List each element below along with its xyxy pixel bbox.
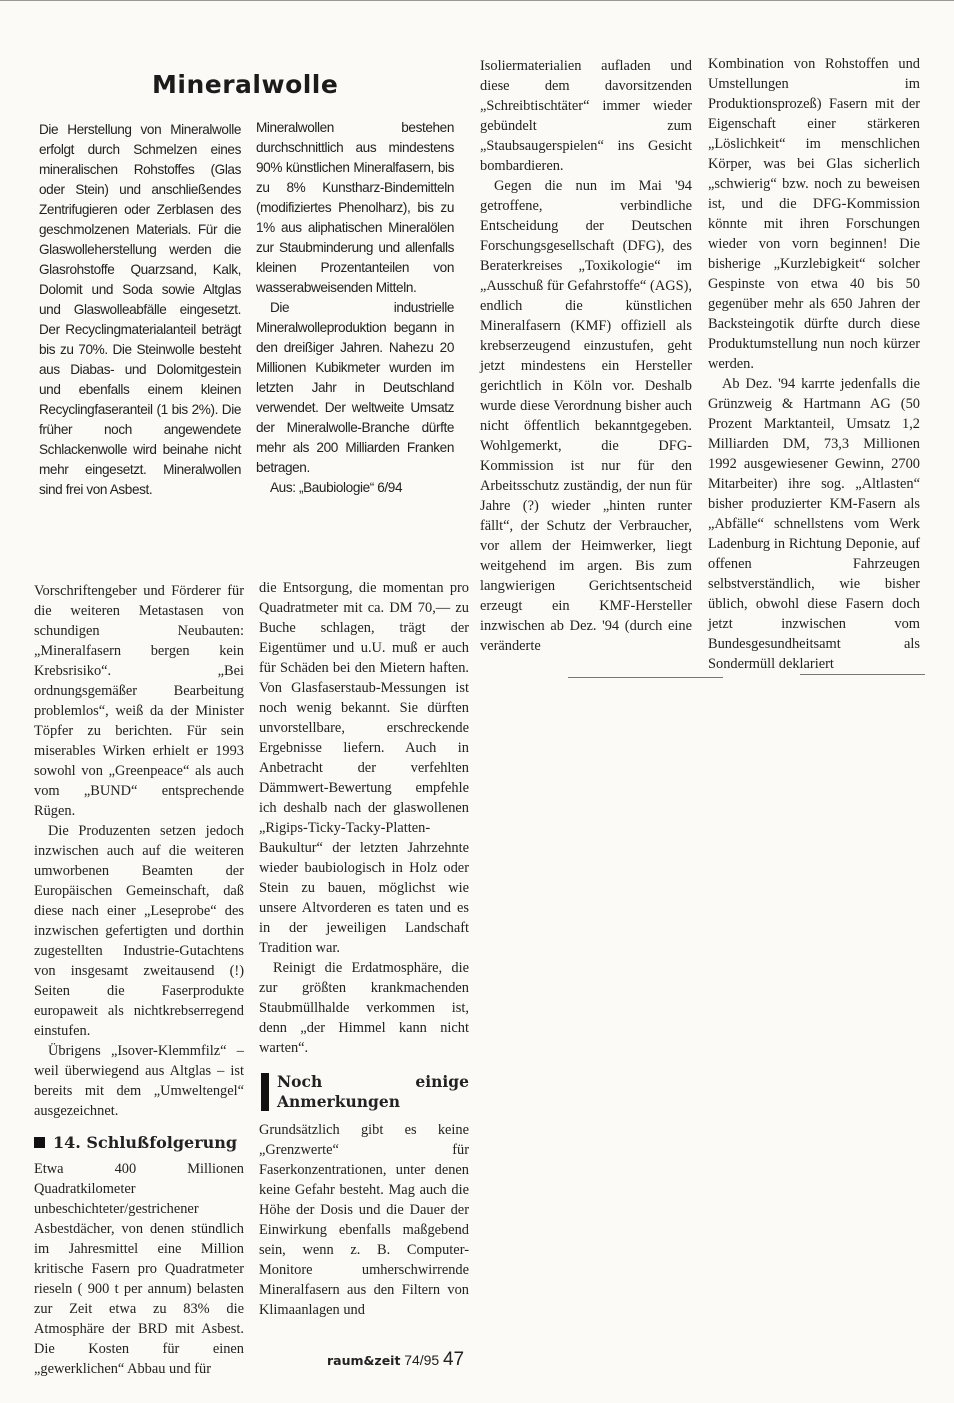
intro-paragraph: Mineralwollen bestehen durchschnittlich aus mindestens 90% künstlichen Mineralfasern, bis zu 8% Kunstharz-Bindemitteln (modifiziertes Phenolharz), bis zu 1% aus aliphatischen Mineralölen zur Staubminderung und allenfalls kleinen Prozentanteilen von wasserabweisenden Mitteln. [256,120,454,295]
column-3 [480,56,692,656]
issue-number: 74/95 [404,1352,440,1368]
body-paragraph: Gegen die nun im Mai '94 getroffene, verbindliche Entscheidung der Deutschen Forschungsgesellschaft (DFG), des Beraterkreises „Toxikologie“ im „Ausschuß für Gefahrstoffe“ (AGS), endlich die künstlichen Mineralfasern (KMF) offiziell als krebserzeugend einzustufen, geht jetzt mindestens ein Hersteller gerichtlich in Köln vor. Deshalb wurde diese Verordnung bisher auch nicht öffentlich bekanntgegeben. Wohlgemerkt, die DFG-Kommission ist nur für den Arbeitsschutz zuständig, der nun für Jahre (?) wieder „hinten runter fällt“, der Schutz der Verbraucher, vor allem der Heimwerker, liegt weitgehend im argen. Bis zum langwierigen Gerichtsentscheid erzeugt ein KMF-Hersteller inzwischen ab Dez. '94 (durch eine veränderte [480,178,692,654]
body-paragraph: Die Produzenten setzen jedoch inzwischen auch auf die weiteren umworbenen Beamten der Europäischen Gemeinschaft, daß diese nach einer „Leseprobe“ des inzwischen gefertigten und dorthin zugestellten Industrie-Gutachtens von insgesamt zweitausend (!) Seiten die Faserprodukte europaweit als nichtkrebserregend einstufen. [34,823,244,1039]
body-paragraph: Vorschriftengeber und Förderer für die weiteren Metastasen von schundigen Neubauten: „Mineralfasern bergen kein Krebsrisiko“. „Bei ordnungsgemäßer Bearbeitung problemlos“, weiß da der Minister Töpfer zu berichten. Für sein miserables Wirken erhielt er 1993 sowohl von „Greenpeace“ als auch vom „BUND“ entsprechende Rügen. [34,583,244,819]
magazine-brand: raum&zeit [327,1353,401,1368]
body-paragraph: Reinigt die Erdatmosphäre, die zur größten krankmachenden Staubmüllhalde verkommen ist, denn „der Himmel kann nicht warten“. [259,960,469,1056]
body-paragraph: Ab Dez. '94 karrte jedenfalls die Grünzweig & Hartmann AG (50 Prozent Marktanteil, Umsatz 1,2 Milliarden DM, 73,3 Millionen 1992 ausgewiesener Gewinn, 2700 Mitarbeiter) ihre sog. „Altlasten“ bisher produzierter KM-Fasern als „Abfälle“ schnellstens vom Werk Ladenburg in Richtung Deponie, auf offenen Fahrzeugen selbstverständlich, wie bisher üblich, obwohl diese Fasern doch jetzt inzwischen vom Bundesgesundheitsamt als Sondermüll deklariert [708,376,920,672]
section-heading-text: Noch einige Anmerkungen [277,1072,469,1111]
column-end-rule [800,674,925,675]
body-paragraph: Grundsätzlich gibt es keine „Grenzwerte“ für Faserkonzentrationen, unter denen keine Gefahr besteht. Mag auch die Höhe der Dosis und die Dauer der Einwirkung ebenfalls maßgebend sein, wenn z. B. Computer-Monitore umherschwirrende Mineralfasern aus den Filtern von Klimaanlagen und [259,1122,469,1318]
column-end-rule [568,677,723,678]
lower-column-2 [259,578,469,1320]
heading-bar-icon [261,1073,269,1111]
body-paragraph: Kombination von Rohstoffen und Umstellungen im Produktionsprozeß) Fasern mit der Eigenschaft einer stärkeren „Löslichkeit“ im menschlichen Körper, was bei Glas sicherlich „schwierig“ bzw. noch zu beweisen ist, und die DFG-Kommission könnte mit ihren Forschungen wieder von vorn beginnen! Die bisherige „Kurzlebigkeit“ solcher Gespinste von etwa 40 bis 50 gegenüber mehr als 650 Jahren der Backsteingotik dürfte durch diese Produktumstellung nun noch kürzer werden. [708,56,920,372]
intro-paragraph: Die industrielle Mineralwolleproduktion begann in den dreißiger Jahren. Nahezu 20 Millionen Kubikmeter wurden im letzten Jahr in Deutschland verwendet. Der weltweite Umsatz der Mineralwolle-Branche dürfte mehr als 200 Milliarden Franken betragen. [256,300,454,475]
lower-column-1 [34,581,244,1379]
square-bullet-icon [34,1137,45,1148]
article-title: Mineralwolle [152,70,339,99]
section-heading-text: 14. Schlußfolgerung [53,1133,238,1152]
top-rule [0,0,954,1]
column-4 [708,54,920,674]
body-paragraph: die Entsorgung, die momentan pro Quadratmeter mit ca. DM 70,— zu Buche schlagen, trägt der Eigentümer und u.U. muß er auch für Schäden bei den Mietern haften. Von Glasfaserstaub-Messungen ist noch wenig bekannt. Sie dürften unvorstellbare, erschreckende Ergebnisse liefern. Auch in Anbetracht der verfehlten Dämmwert-Bewertung empfehle ich deshalb nach der glaswollenen „Rigips-Ticky-Tacky-Platten-Baukultur“ der letzten Jahrzehnte wieder baubiologisch in Holz oder Stein zu bauen, möglichst wie unsere Altvorderen es taten und es in der jeweiligen Landschaft Tradition war. [259,580,469,956]
intro-column-1 [39,120,241,500]
page-number: 47 [442,1349,465,1370]
section-heading [259,1072,469,1112]
source-note: Aus: „Baubiologie“ 6/94 [270,480,403,495]
page-footer [327,1349,464,1371]
section-heading [34,1133,244,1153]
body-paragraph: Übrigens „Isover-Klemmfilz“ – weil überwiegend aus Altglas – ist bereits mit dem „Umweltengel“ ausgezeichnet. [34,1043,244,1119]
body-paragraph: Etwa 400 Millionen Quadratkilometer unbeschichteter/gestrichener Asbestdächer, von denen stündlich im Jahresmittel eine Million kritische Fasern pro Quadratmeter rieseln ( 900 t per annum) belasten zur Zeit etwa zu 83% die Atmosphäre der BRD mit Asbest. Die Kosten für einen „gewerklichen“ Abbau und für [34,1161,244,1377]
body-paragraph: Isoliermaterialien aufladen und diese dem davorsitzenden „Schreibtischtäter“ immer wieder gebündelt zum „Staubsaugerspielen“ ins Gesicht bombardieren. [480,58,692,174]
intro-column-2 [256,118,454,498]
intro-paragraph: Die Herstellung von Mineralwolle erfolgt durch Schmelzen eines mineralischen Rohstoffes (Glas oder Stein) und anschließendes Zentrifugieren oder Zerblasen des geschmolzenen Materials. Für die Glaswolleherstellung werden die Glasrohstoffe Quarzsand, Kalk, Dolomit und Soda sowie Altglas und Glaswolleabfälle eingesetzt. Der Recyclingmaterialanteil beträgt bis zu 70%. Die Steinwolle besteht aus Diabas- und Dolomitgestein und ebenfalls einem kleinen Recyclingfaseranteil (1 bis 2%). Die früher noch angewendete Schlackenwolle wird beinahe nicht mehr eingesetzt. Mineralwollen sind frei von Asbest. [39,122,241,497]
